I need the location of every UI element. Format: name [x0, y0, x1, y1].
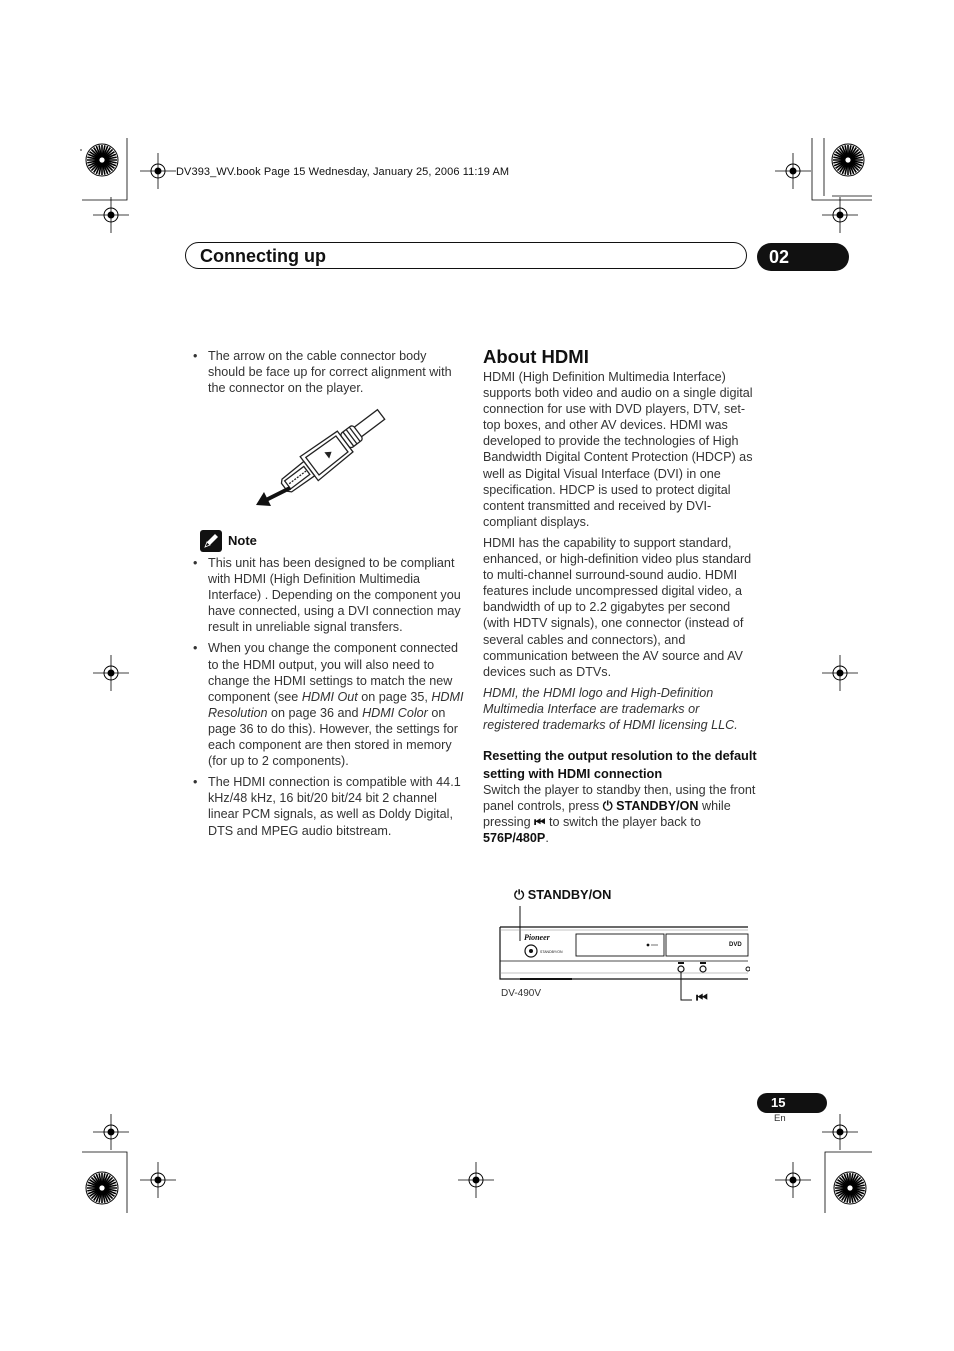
- list-item: [194, 640, 464, 769]
- note-audio-compat: The HDMI connection is compatible with 44.1 kHz/48 kHz, 16 bit/20 bit/24 bit 2 channel linear PCM signals, as well as Doldy Digital, DTS and MPEG audio bitstream.: [208, 775, 461, 838]
- hdmi-cable-illustration: [250, 408, 395, 513]
- figure-standby-label: [514, 887, 611, 903]
- power-icon: ⏻: [602, 799, 613, 814]
- reset-instructions: [483, 782, 758, 846]
- list-item: [194, 555, 464, 635]
- page-number: 15: [771, 1095, 786, 1110]
- section-heading: About HDMI: [483, 346, 589, 367]
- previous-track-icon: ⏮: [534, 815, 546, 830]
- menu-ref-hdmi-resolution: HDMI Resolution: [208, 689, 464, 720]
- note-icon: [200, 530, 222, 552]
- hdmi-intro-paragraph: HDMI (High Definition Multimedia Interface) supports both video and audio on a single digital connection for use with DVD players, DTV, set-top boxes, and other AV devices. HDMI was developed to provide the technologies of High Bandwidth Digital Content Protection (HDCP) as well as Digital Visual Interface (DVI) in one specification. HDCP is used to protect digital content transmitted and received by DVI-compliant displays.: [483, 370, 753, 529]
- left-column: [194, 348, 464, 401]
- right-column: [483, 346, 758, 851]
- chapter-number: 02: [769, 247, 790, 267]
- note-text: on page 35,: [357, 689, 432, 704]
- note-text: on page 36 to do this). However, the settings for each component are then stored in memory (for up to 2 components).: [208, 705, 458, 769]
- reset-text: Switch the player to standby then, using the front panel controls, press: [483, 783, 756, 814]
- note-dvi-warning: This unit has been designed to be compliant with HDMI (High Definition Multimedia Interface) . Depending on the component you have connected, using a DVI connection may result in unreliable signal transfers.: [208, 556, 461, 635]
- standby-on-label: STANDBY/ON: [616, 799, 699, 814]
- language-code: En: [774, 1113, 786, 1124]
- figure-standby-text: STANDBY/ON: [527, 887, 612, 902]
- page-number-pill: [757, 1093, 827, 1113]
- trademark-text: HDMI, the HDMI logo and High-Definition Multimedia Interface are trademarks or registered trademarks of HDMI licensing LLC.: [483, 685, 738, 732]
- chapter-title: Connecting up: [200, 246, 326, 266]
- trademark-paragraph: [483, 685, 758, 733]
- brand-logo: Pioneer: [524, 933, 550, 942]
- previous-track-icon: ⏮: [696, 990, 708, 1005]
- menu-ref-hdmi-color: HDMI Color: [362, 705, 428, 720]
- standby-small-label: STANDBY/ON: [540, 950, 563, 954]
- reset-text: .: [545, 831, 549, 846]
- dvd-logo: DVD: [729, 942, 742, 948]
- note-text: When you change the component connected to the HDMI output, you will also need to change the HDMI settings to match the new component (see: [208, 641, 458, 704]
- cable-arrow-note: The arrow on the cable connector body should be face up for correct alignment with the connector on the player.: [208, 349, 452, 396]
- list-item: [194, 774, 464, 838]
- note-label: Note: [228, 533, 257, 548]
- note-list: [194, 555, 464, 844]
- model-name: DV-490V: [501, 988, 542, 999]
- print-header: DV393_WV.book Page 15 Wednesday, January 25, 2006 11:19 AM: [176, 166, 510, 178]
- reset-text: to switch the player back to: [545, 815, 701, 830]
- subsection-heading: Resetting the output resolution to the default setting with HDMI connection: [483, 748, 757, 781]
- reset-text: while pressing: [483, 799, 731, 830]
- list-item: [194, 348, 464, 396]
- hdmi-capability-paragraph: HDMI has the capability to support standard, enhanced, or high-definition video plus standard to multi-channel surround-sound audio. HDMI features include uncompressed digital video, a bandwidth of up to 2.2 gigabytes per second (with HDTV signals), one connector (instead of several cables and connectors), and communication between the AV source and AV devices such as DTVs.: [483, 535, 752, 679]
- note-text: on page 36 and: [267, 705, 363, 720]
- menu-ref-hdmi-out: HDMI Out: [301, 689, 358, 704]
- resolution-value: 576P/480P: [483, 831, 546, 846]
- power-icon: ⏻: [514, 887, 525, 902]
